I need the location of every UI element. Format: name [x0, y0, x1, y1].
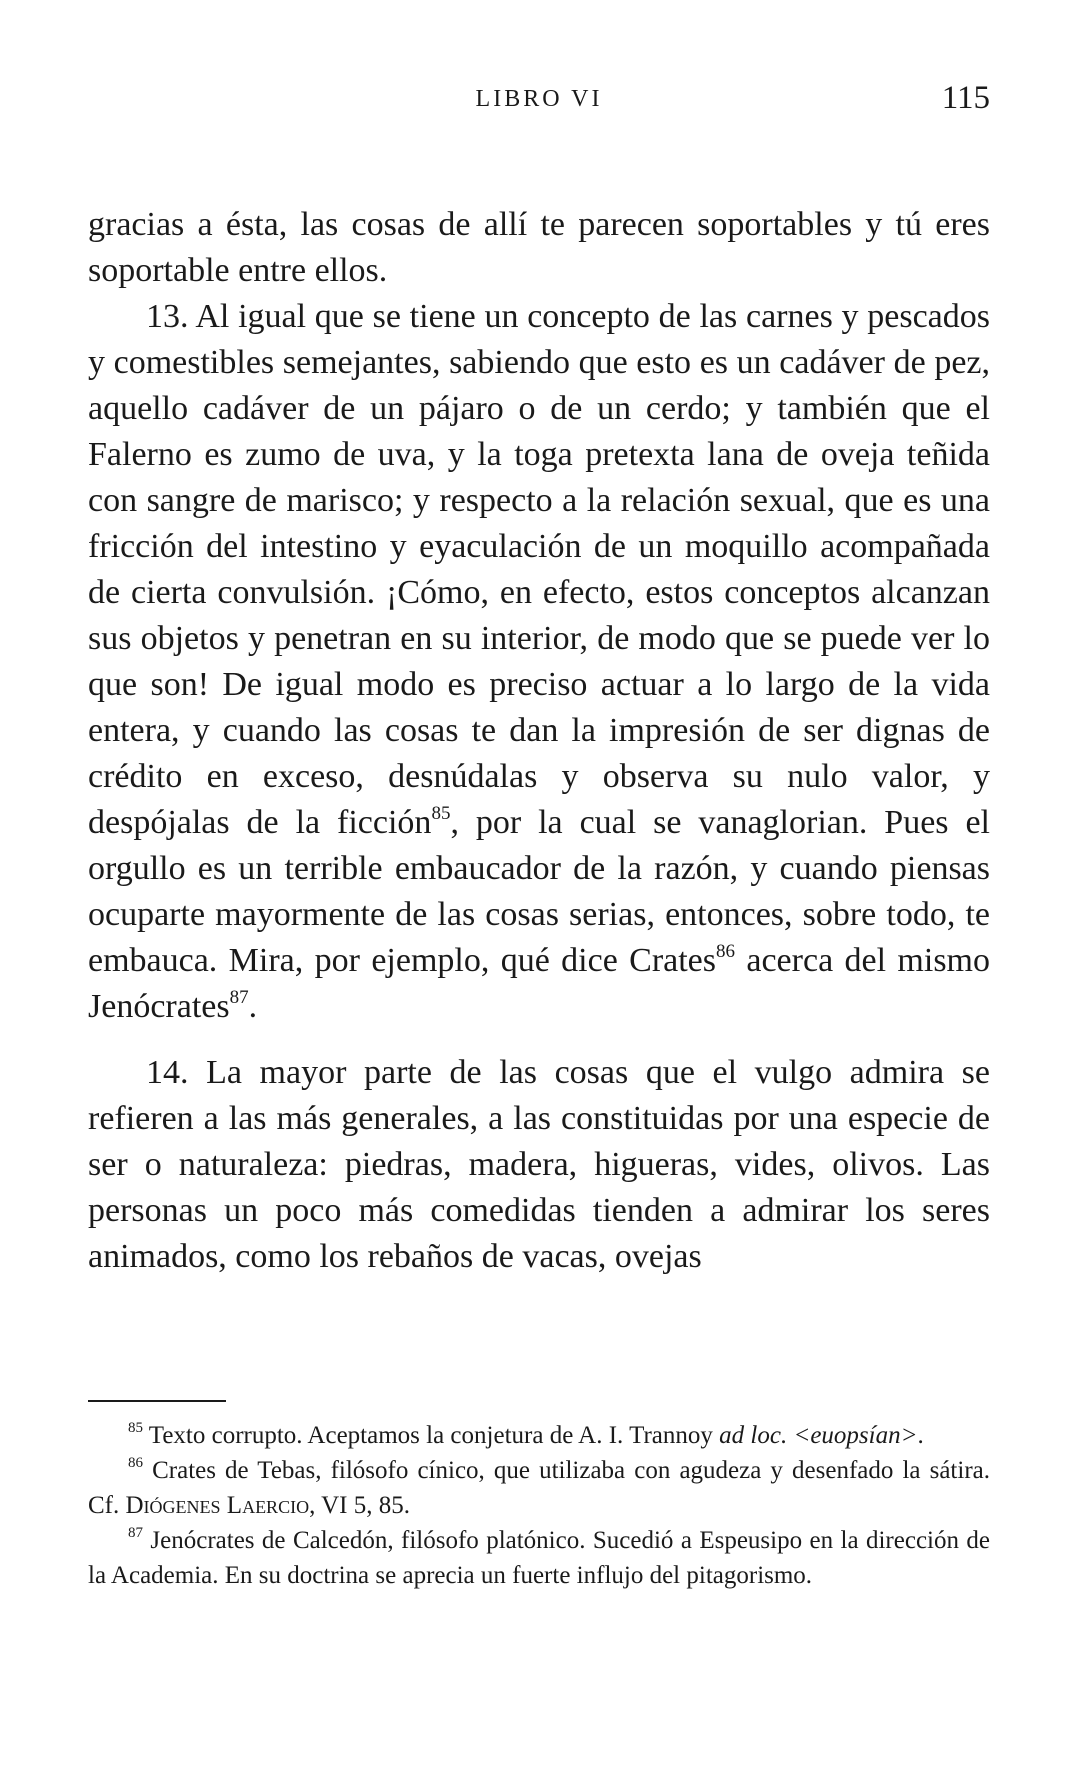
footnote-author: Diógenes Laercio: [125, 1492, 310, 1519]
footnote-85: [88, 1418, 990, 1453]
footnote-number: 85: [128, 1420, 143, 1436]
paragraph-14: 14. La mayor parte de las cosas que el vulgo admira se refieren a las más generales, a las constituidas por una especie de ser o naturaleza: piedras, madera, higueras, vides, olivos. Las personas un poco más comedidas tienden a admirar los seres animados, como los rebaños de vacas, ovejas: [88, 1054, 990, 1275]
paragraph-13-text-3: acerca del mismo Jenócrates: [88, 942, 990, 1025]
footnote-text: Jenócrates de Calcedón, filósofo platónico. Sucedió a Espeusipo en la dirección de la Academia. En su doctrina se aprecia un fuerte influjo del pitagorismo.: [88, 1527, 990, 1589]
paragraph-13-text-4: .: [248, 988, 258, 1025]
footnote-87: [88, 1523, 990, 1593]
footnotes: [88, 1418, 990, 1593]
footnote-ref-86: 86: [716, 941, 736, 962]
footnote-number: 86: [128, 1455, 143, 1471]
footnote-end: .: [917, 1422, 924, 1449]
running-head: [88, 80, 990, 120]
body-text: [88, 202, 990, 1280]
paragraph-continuation: gracias a ésta, las cosas de allí te parecen soportables y tú eres soportable entre ellos.: [88, 206, 990, 289]
footnote-end: , VI 5, 85.: [309, 1492, 411, 1519]
paragraph-13: [88, 294, 990, 1030]
footnote-italic: ad loc. <euopsían>: [719, 1422, 918, 1449]
page-number: 115: [941, 80, 990, 116]
footnote-text: Texto corrupto. Aceptamos la conjetura de A. I. Trannoy: [143, 1422, 720, 1449]
footnote-number: 87: [128, 1525, 143, 1541]
paragraph-13-text-1: 13. Al igual que se tiene un concepto de las carnes y pescados y comestibles semejantes, sabiendo que esto es un cadáver de pez, aquello cadáver de un pájaro o de un cerdo; y también que el Falerno es zumo de uva, y la toga pretexta lana de oveja teñida con sangre de marisco; y respecto a la relación sexual, que es una fricción del intestino y eyaculación de un moquillo acompañada de cierta convulsión. ¡Cómo, en efecto, estos conceptos alcanzan sus objetos y penetran en su interior, de modo que se puede ver lo que son! De igual modo es preciso actuar a lo largo de la vida entera, y cuando las cosas te dan la impresión de ser dignas de crédito en exceso, desnúdalas y observa su nulo valor, y despójalas de la ficción: [88, 298, 990, 841]
paragraph-13-text-2: , por la cual se vanaglorian. Pues el orgullo es un terrible embaucador de la razón, y cuando piensas ocuparte mayormente de las cosas serias, entonces, sobre todo, te embauca. Mira, por ejemplo, qué dice Crates: [88, 804, 990, 979]
footnote-ref-85: 85: [431, 803, 451, 824]
footnote-text: Crates de Tebas, filósofo cínico, que utilizaba con agudeza y desenfado la sátira. Cf.: [88, 1457, 990, 1519]
footnote-divider: [88, 1400, 226, 1402]
running-title: LIBRO VI: [475, 86, 603, 112]
footnote-ref-87: 87: [229, 987, 249, 1008]
footnote-86: [88, 1453, 990, 1523]
